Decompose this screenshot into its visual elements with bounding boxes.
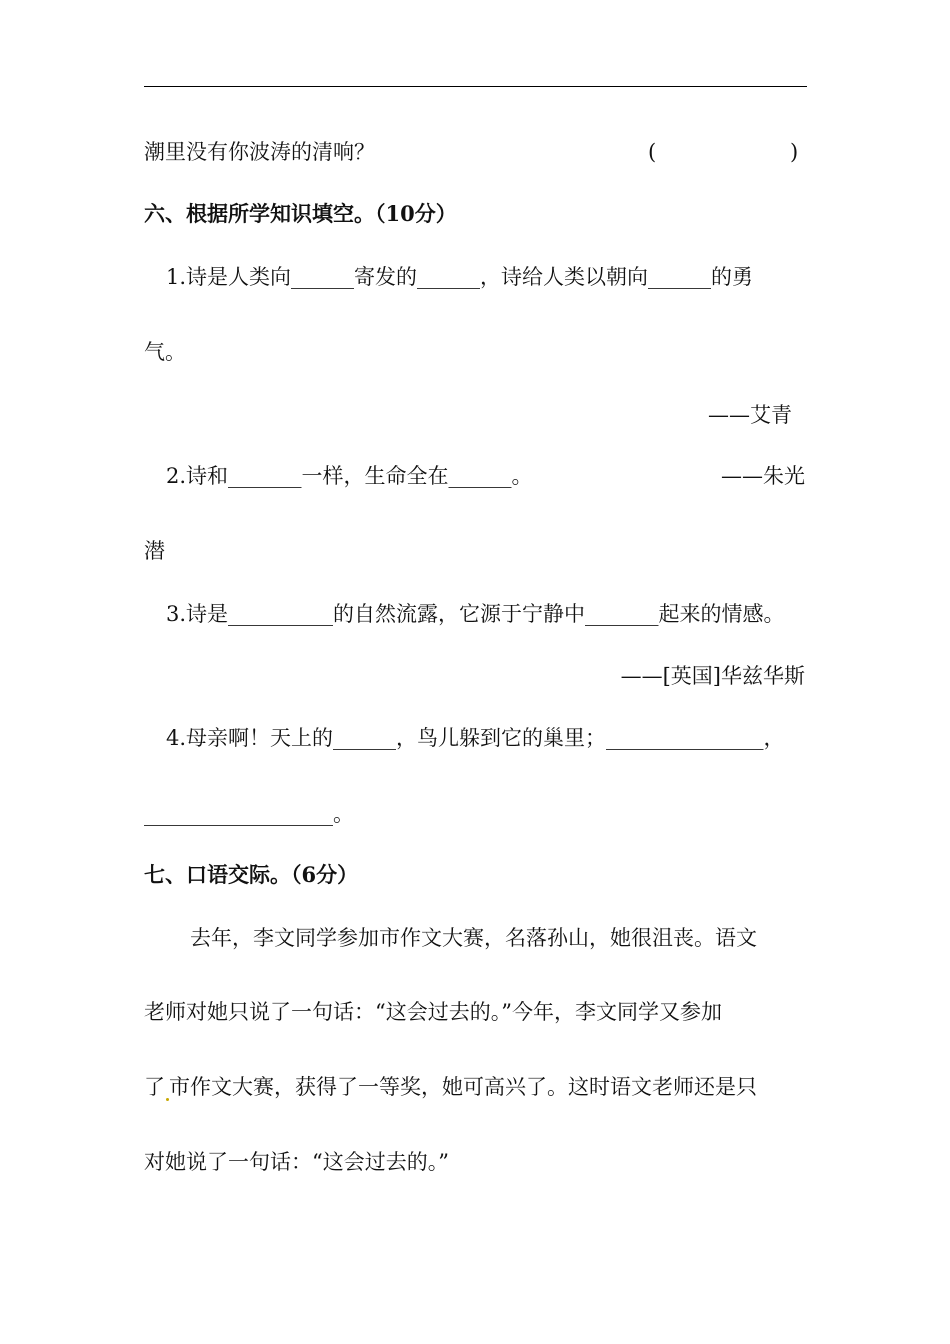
item1-author: ——艾青 (708, 403, 792, 427)
para-line2: 老师对她只说了一句话：“这会过去的。”今年，李文同学又参加 (144, 1000, 722, 1024)
item3-line1: 3.诗是__________的自然流露，它源于宁静中_______起来的情感。 (166, 602, 785, 626)
para-line3-start: 了 (144, 1075, 165, 1099)
para-line1: 去年，李文同学参加市作文大赛，名落孙山，她很沮丧。语文 (190, 926, 757, 950)
q5-tail-text: 潮里没有你波涛的清响？ (144, 140, 375, 164)
item3-author: ——[英国]华兹华斯 (620, 664, 805, 688)
item1-line1: 1.诗是人类向______寄发的______，诗给人类以朝向______的勇 (166, 265, 754, 289)
item2-line2: 潜 (144, 539, 165, 563)
item4-line2: __________________。 (144, 802, 354, 826)
para-line3 (144, 1073, 757, 1101)
item2-line1: 2.诗和_______一样，生命全在______。 (166, 464, 533, 488)
section6-heading: 六、根据所学知识填空。（10分） (144, 201, 457, 226)
answer-paren-close: ) (790, 140, 799, 164)
item2-author-part: ——朱光 (721, 464, 805, 488)
item4-line1: 4.母亲啊！天上的______，鸟儿躲到它的巢里；_______________， (166, 726, 785, 750)
answer-paren-open: ( (648, 140, 657, 164)
header-rule (144, 86, 807, 87)
item1-line2: 气。 (144, 340, 186, 364)
para-line4: 对她说了一句话：“这会过去的。” (144, 1150, 449, 1174)
section7-heading: 七、口语交际。（6分） (144, 862, 359, 887)
para-line3-rest: 市作文大赛，获得了一等奖，她可高兴了。这时语文老师还是只 (169, 1075, 757, 1099)
